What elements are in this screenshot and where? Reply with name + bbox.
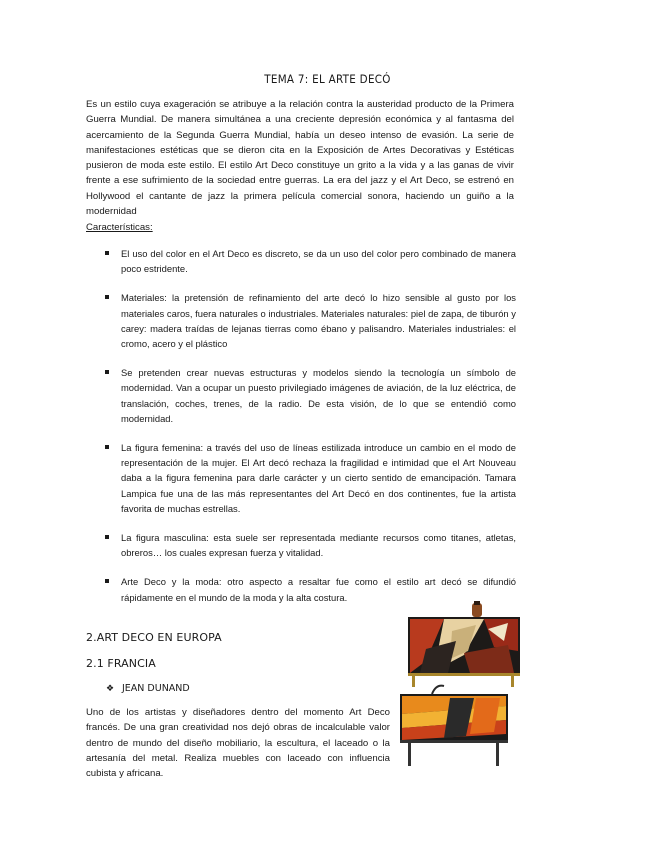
page-title: TEMA 7: EL ARTE DECÓ — [264, 72, 391, 86]
characteristics-list — [86, 246, 516, 619]
bullet-icon — [105, 535, 109, 539]
list-item: Arte Deco y la moda: otro aspecto a resaltar fue como el estilo art decó se difundió rápidamente en el mundo de la moda y la alta costura. — [86, 574, 516, 604]
list-item: El uso del color en el Art Deco es discreto, se da un uso del color pero combinado de manera poco estridente. — [86, 246, 516, 276]
cabinet-image — [396, 684, 512, 766]
bullet-icon — [105, 579, 109, 583]
diamond-bullet-icon: ❖ — [105, 684, 115, 694]
artist-heading: ❖ JEAN DUNAND — [105, 683, 190, 694]
list-item: Se pretenden crear nuevas estructuras y modelos siendo la tecnología un símbolo de modernidad. Van a ocupar un puesto privilegiado imágenes de aviación, de la luz eléctrica, de translación, coches, trenes, de la radio. De esta visión, de lo que se entendió como modernidad. — [86, 365, 516, 426]
artist-paragraph: Uno de los artistas y diseñadores dentro del momento Art Deco francés. De una gran creatividad nos dejó obras de incalculable valor dentro de mundo del diseño mobiliario, la escultura, el laceado o la artesanía del metal. Realiza muebles con laceado con influencia cubista y africana. — [86, 707, 390, 780]
characteristics-heading: Características: — [86, 222, 153, 233]
sideboard-image — [404, 601, 522, 687]
vase-icon — [472, 603, 482, 617]
bullet-icon — [105, 251, 109, 255]
list-item: Materiales: la pretensión de refinamiento del arte decó lo hizo sensible al gusto por los materiales caros, fuera naturales o industriales. Materiales naturales: piel de zapa, de tiburón y carey: madera traídas de lejanas tierras como ébano y palisandro. Materiales industriales: el cromo, acero y el plástico — [86, 290, 516, 351]
bullet-icon — [105, 295, 109, 299]
section-heading: 2.ART DECO EN EUROPA — [86, 631, 222, 644]
lamp-icon — [432, 686, 444, 694]
list-item: La figura masculina: esta suele ser representada mediante recursos como titanes, atletas, obreros… los cuales expresan fuerza y vitalidad. — [86, 530, 516, 560]
list-item: La figura femenina: a través del uso de líneas estilizada introduce un cambio en el modo de representación de la mujer. El Art decó rechaza la fragilidad e intimidad que el Art Nouveau daba a la figura femenina para darle carácter y un cierto sentido de emancipación. Tamara Lampica fue una de las más representantes del Art Decó en dos continentes, fue la artista favorita de muchas estrellas. — [86, 440, 516, 516]
intro-paragraph: Es un estilo cuya exageración se atribuye a la relación contra la austeridad producto de la Primera Guerra Mundial. De manera simultánea a una creciente depresión económica y al fantasma del acercamiento de la Segunda Guerra Mundial, había un deseo intenso de evasión. La serie de manifestaciones estéticas que se dieron cita en la Exposición de Artes Decorativas y Estéticas pusieron de moda este estilo. El estilo Art Deco constituye un grito a la vida y a las ganas de vivir frente a ese sufrimiento de la sociedad entre guerras. La era del jazz y el Art Deco, se estrenó en Hollywood el cantante de jazz la primera película comercial sonora, haciendo un guiño a la modernidad — [86, 99, 514, 218]
bullet-icon — [105, 445, 109, 449]
subsection-heading: 2.1 FRANCIA — [86, 657, 156, 670]
bullet-icon — [105, 370, 109, 374]
